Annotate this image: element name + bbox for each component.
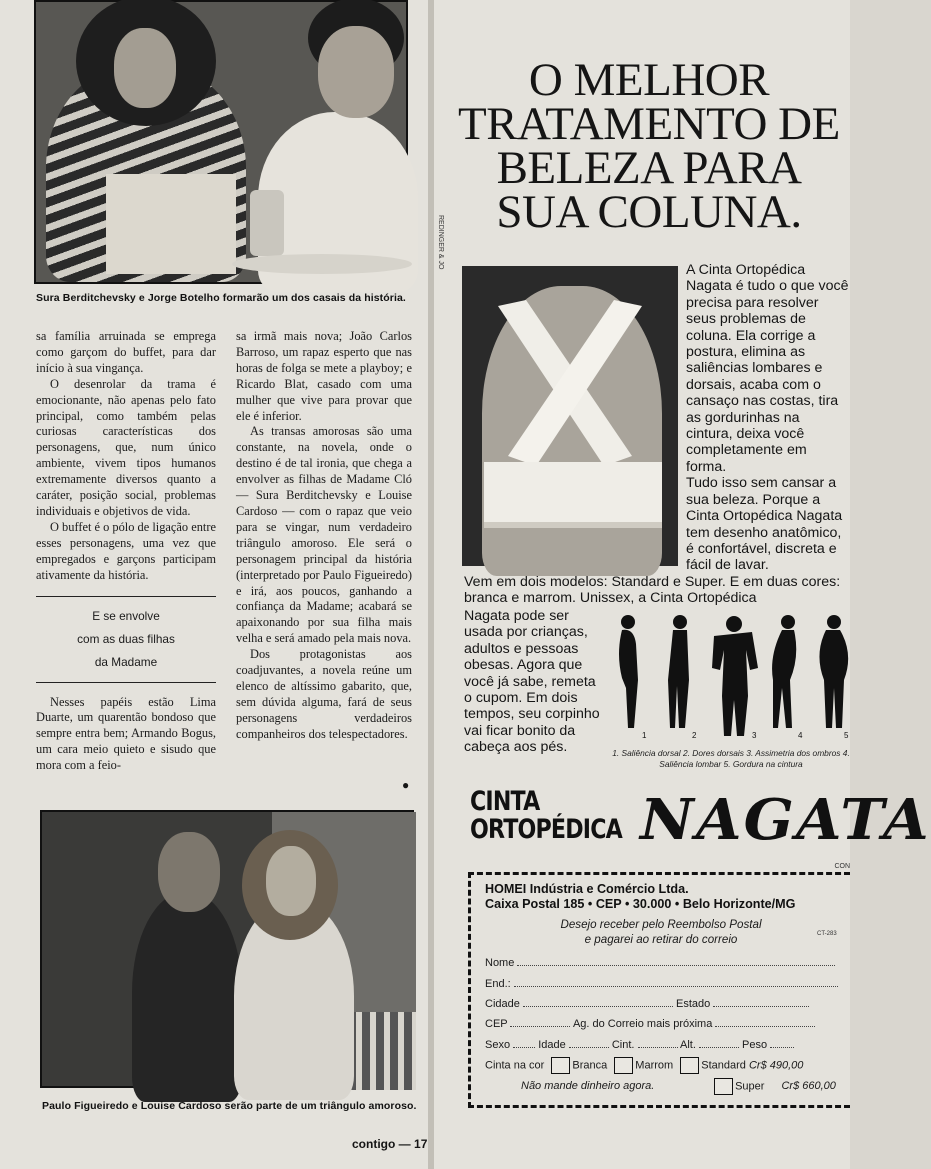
- field-options: [485, 1057, 803, 1074]
- table-items: [106, 174, 236, 274]
- bottom-photo-caption: Paulo Figueiredo e Louise Cardoso serão parte de um triângulo amoroso.: [42, 1100, 417, 1112]
- posture-figure-number: 1: [642, 731, 647, 740]
- super-price: Cr$ 660,00: [781, 1080, 836, 1093]
- posture-figure-2: [668, 615, 689, 728]
- coupon-request-text: [511, 917, 811, 947]
- ad-headline: [448, 54, 850, 238]
- field-label: Sexo: [485, 1039, 511, 1051]
- field-blank[interactable]: [713, 998, 809, 1007]
- posture-figure-5: [819, 615, 848, 728]
- checkbox-standard[interactable]: [680, 1057, 699, 1074]
- coupon-note: Não mande dinheiro agora.: [521, 1080, 655, 1093]
- field-super: [485, 1078, 836, 1095]
- option-label: Marrom: [635, 1059, 674, 1072]
- request-line: Desejo receber pelo Reembolso Postal: [560, 918, 762, 931]
- posture-figures: [616, 612, 850, 742]
- headline-line: TRATAMENTO DE: [458, 98, 840, 150]
- field-cep[interactable]: [485, 1018, 815, 1030]
- posture-figure-caption: 1. Saliência dorsal 2. Dores dorsais 3. Assimetria dos ombros 4. Saliência lombar 5. Gordura na cintura: [612, 748, 850, 769]
- glass: [250, 190, 284, 256]
- posture-figure-number: 4: [798, 731, 803, 740]
- logo-line: ORTOPÉDICA: [470, 814, 622, 845]
- standard-price: Cr$ 490,00: [748, 1059, 804, 1072]
- field-blank[interactable]: [638, 1039, 678, 1048]
- page-gutter: [428, 0, 434, 1169]
- posture-figure-4: [772, 615, 796, 728]
- coupon-corner-text: CON: [834, 863, 850, 870]
- magazine-name: contigo: [352, 1137, 396, 1151]
- subhead-rule-bottom: [36, 682, 216, 683]
- posture-figure-number: 3: [752, 731, 757, 740]
- headline-line: SUA COLUNA.: [496, 186, 802, 238]
- field-label: Peso: [742, 1039, 768, 1051]
- woman-face: [114, 28, 176, 108]
- belt-trim: [484, 522, 662, 528]
- field-label: Estado: [675, 998, 711, 1010]
- coupon-company: [485, 882, 795, 912]
- company-name: HOMEI Indústria e Comércio Ltda.: [485, 882, 689, 896]
- ad-side-paragraph: A Cinta Ortopédica Nagata é tudo o que você precisa para resolver seus problemas de coluna. Ela corrige a postura, elimina as saliências lombares e dorsais, acaba com o cansaço nas costas, tira as gordurinhas na cintura, deixa você completamente em forma.: [686, 262, 849, 475]
- article-paragraph: sa irmã mais nova; João Carlos Barroso, um rapaz esperto que nas horas de folga se mete a playboy; e Ricardo Blat, casado com uma mulher que vive para provar que ele é inferior.: [236, 329, 412, 423]
- field-label: Nome: [485, 957, 515, 969]
- checkbox-marrom[interactable]: [614, 1057, 633, 1074]
- ad-photo-back-with-belt: [462, 266, 678, 566]
- subhead-line: E se envolve: [92, 608, 160, 623]
- field-blank[interactable]: [517, 957, 835, 966]
- logo-line: CINTA: [470, 786, 540, 817]
- nagata-logo: NAGATA: [640, 787, 931, 853]
- field-label: End.:: [485, 978, 511, 990]
- article-paragraph: O desenrolar da trama é emocionante, não apenas pelo fato principal, como também pelas curiosas características dos personagens, que, num único ambiente, vivem tipos humanos extremamente diversos quanto a caráter, posição social, problemas individuais e objetivos de vida.: [36, 376, 216, 518]
- ad-side-text: [686, 262, 850, 574]
- man-face: [318, 26, 394, 118]
- option-label: Super: [735, 1080, 765, 1093]
- field-blank[interactable]: [514, 978, 838, 987]
- headline-line: O MELHOR: [528, 54, 770, 106]
- bottom-photo: [40, 810, 414, 1088]
- checkbox-super[interactable]: [714, 1078, 733, 1095]
- ad-left-text: Nagata pode ser usada por crianças, adultos e pessoas obesas. Agora que você já sabe, remeta o cupom. Em dois tempos, seu corpinho vai ficar bonito da cabeça aos pés.: [464, 608, 600, 756]
- page-number: 17: [414, 1137, 428, 1151]
- field-blank[interactable]: [569, 1039, 609, 1048]
- posture-figure-number: 2: [692, 731, 697, 740]
- field-blank[interactable]: [699, 1039, 739, 1048]
- article-paragraph: As transas amorosas são uma constante, na novela, onde o destino é de tal ironia, que chega a envolver as filhas de Madame Cló — Sura Berditchevsky e Louise Cardoso — com o rapaz que veio para se vingar, num verdadeiro triângulo amoroso. Ele será o personagem principal da história (interpretado por Paulo Figueiredo) e irá, aos poucos, ganhando a confiança da Madame; acabará se apaixonando por sua filha mais velha e será amado pela mais nova.: [236, 424, 412, 646]
- field-endereco[interactable]: [485, 978, 838, 990]
- request-line: e pagarei ao retirar do correio: [584, 933, 738, 946]
- article-end-mark: ●: [402, 778, 410, 792]
- field-label: Alt.: [680, 1039, 696, 1051]
- field-blank[interactable]: [513, 1039, 535, 1048]
- option-label: Standard: [701, 1059, 746, 1072]
- field-measures[interactable]: [485, 1039, 794, 1051]
- article-paragraph: O buffet é o pólo de ligação entre esses personagens, uma vez que empregados e garçons participam ativamente da história.: [36, 519, 216, 582]
- page-footer: [352, 1137, 427, 1151]
- footer-dash: —: [398, 1137, 411, 1151]
- field-blank[interactable]: [770, 1039, 794, 1048]
- ortho-belt-shape: [462, 266, 678, 566]
- field-label: Ag. do Correio mais próxima: [572, 1018, 713, 1030]
- subhead-rule-top: [36, 596, 216, 597]
- posture-figure-1: [619, 615, 638, 728]
- cinta-ortopedica-logo: [470, 788, 622, 844]
- field-label: Cidade: [485, 998, 520, 1010]
- posture-figure-3: [712, 616, 758, 736]
- field-label: CEP: [485, 1018, 508, 1030]
- article-paragraph: Dos protagonistas aos coadjuvantes, a novela reúne um elenco de altíssimo gabarito, que, sem dúvida alguma, fará de seus personagens verdadeiros companheiros dos telespectadores.: [236, 647, 412, 741]
- coupon-code: CT-283: [817, 931, 837, 937]
- table-plate: [232, 254, 412, 274]
- field-blank[interactable]: [715, 1018, 815, 1027]
- belt-band: [484, 462, 662, 526]
- woman-face: [266, 846, 316, 916]
- checkbox-branca[interactable]: [551, 1057, 570, 1074]
- field-nome[interactable]: [485, 957, 835, 969]
- field-blank[interactable]: [523, 998, 673, 1007]
- ad-credit: REDINGER & JO: [437, 215, 444, 270]
- headline-line: BELEZA PARA: [496, 142, 802, 194]
- field-label: Cint.: [611, 1039, 635, 1051]
- company-address: Caixa Postal 185 • CEP • 30.000 • Belo Horizonte/MG: [485, 897, 796, 911]
- top-photo: [34, 0, 408, 284]
- man-face: [158, 832, 220, 912]
- top-photo-caption: Sura Berditchevsky e Jorge Botelho formarão um dos casais da história.: [36, 292, 406, 304]
- option-label: Branca: [572, 1059, 608, 1072]
- posture-figure-number: 5: [844, 731, 849, 740]
- field-cidade[interactable]: [485, 998, 809, 1010]
- article-column-1: [36, 329, 216, 774]
- field-label: Cinta na cor: [485, 1059, 545, 1072]
- field-blank[interactable]: [510, 1018, 570, 1027]
- subhead-line: com as duas filhas: [77, 631, 175, 646]
- article-paragraph: sa família arruinada se emprega como garçom do buffet, para dar início à sua vingança.: [36, 329, 216, 375]
- ad-side-paragraph: Tudo isso sem cansar a sua beleza. Porque a Cinta Ortopédica Nagata tem desenho anatômico, é confortável, discreta e fácil de lavar.: [686, 475, 843, 574]
- article-column-2: [236, 329, 412, 743]
- man-figure: [132, 892, 242, 1102]
- ad-wide-text: Vem em dois modelos: Standard e Super. E em duas cores: branca e marrom. Unissex, a Cinta Ortopédica: [464, 574, 841, 607]
- order-coupon: [468, 863, 850, 1108]
- article-paragraph: Nesses papéis estão Lima Duarte, um quarentão bondoso que sempre entra bem; Armando Bogus, um cara meio quieto e sisudo que mora com a feio-: [36, 694, 216, 773]
- subhead-line: da Madame: [94, 654, 158, 669]
- field-label: Idade: [538, 1039, 566, 1051]
